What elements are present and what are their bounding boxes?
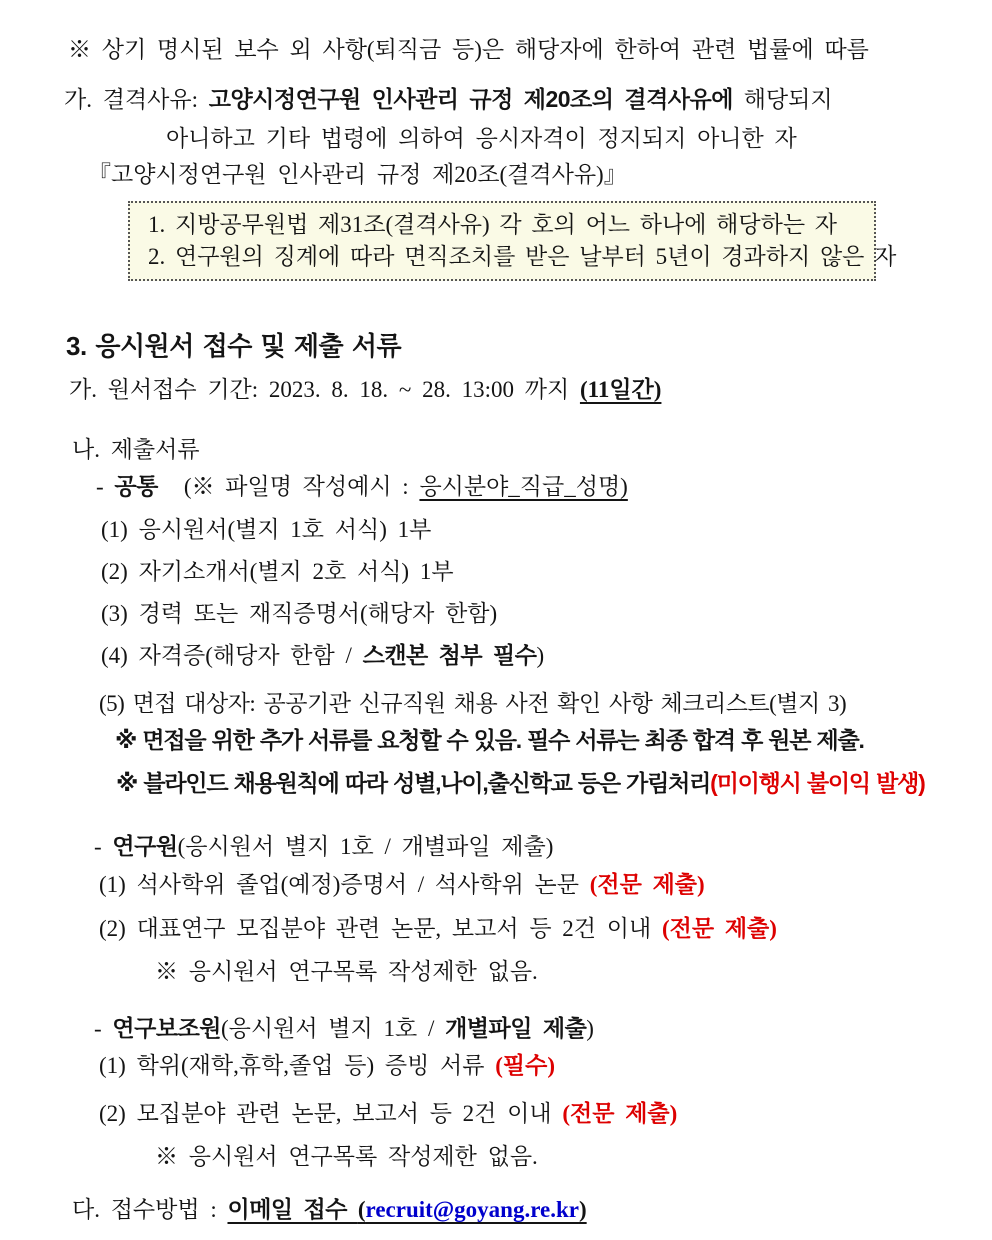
researcher-name: 연구원: [112, 833, 178, 859]
section-3-title: [66, 331, 401, 362]
common-dash: -: [96, 474, 115, 499]
common-item-1-text: (1) 응시원서(별지 1호 서식) 1부: [101, 517, 432, 542]
assistant-note-text: ※ 응시원서 연구목록 작성제한 없음.: [155, 1144, 538, 1169]
assistant-dash: -: [94, 1016, 113, 1041]
assistant-item-2-text: (2) 모집분야 관련 논문, 보고서 등 2건 이내: [99, 1101, 563, 1126]
rule-box-item-1: 1. 지방공무원법 제31조(결격사유) 각 호의 어느 하나에 해당하는 자: [148, 212, 838, 237]
researcher-item-1-text: (1) 석사학위 졸업(예정)증명서 / 석사학위 논문: [99, 872, 590, 897]
common-item-4-suffix: ): [536, 643, 545, 668]
common-item-3: [101, 600, 497, 628]
researcher-note-text: ※ 응시원서 연구목록 작성제한 없음.: [155, 959, 538, 984]
disqualification-line-2: [166, 125, 797, 153]
researcher-dash: -: [94, 834, 113, 859]
note-blind-warning: (미이행시 불이익 발생): [710, 770, 925, 796]
email-open-paren: (: [357, 1197, 366, 1222]
rule-title-text: 『고양시정연구원 인사관리 규정 제20조(결격사유)』: [88, 162, 627, 187]
researcher-header: [94, 833, 553, 861]
common-item-2-text: (2) 자기소개서(별지 2호 서식) 1부: [101, 559, 454, 584]
assistant-item-1: [99, 1052, 555, 1080]
rule-title-line: [88, 161, 627, 189]
application-period-line: [69, 376, 661, 404]
filename-example: 응시분야_직급_성명): [419, 474, 628, 499]
filename-note-prefix: (※ 파일명 작성예시 :: [183, 474, 420, 499]
disqualification-tail: 해당되지: [732, 87, 833, 112]
email-submission-label: 이메일 접수: [227, 1196, 358, 1222]
researcher-note: [155, 958, 538, 986]
common-docs-header: [96, 473, 628, 501]
common-item-3-text: (3) 경력 또는 재직증명서(해당자 한함): [101, 601, 498, 626]
submit-documents-label: [72, 436, 200, 464]
common-item-4-prefix: (4) 자격증(해당자 한함 /: [101, 643, 363, 668]
application-period-days: (11일간): [579, 377, 662, 402]
recruitment-email-link[interactable]: recruit@goyang.re.kr: [365, 1197, 579, 1222]
note-blind-recruitment: [116, 770, 925, 798]
salary-note-text: ※ 상기 명시된 보수 외 사항(퇴직금 등)은 해당자에 한하여 관련 법률에 따름: [68, 37, 869, 62]
assistant-item-2-fulltext-required: (전문 제출): [562, 1101, 678, 1126]
assistant-paren-prefix: (응시원서 별지 1호 /: [221, 1016, 446, 1041]
researcher-item-1-fulltext-required: (전문 제출): [589, 872, 705, 897]
assistant-item-1-text: (1) 학위(재학,휴학,졸업 등) 증빙 서류: [99, 1053, 496, 1078]
application-method-line: [72, 1196, 587, 1224]
researcher-item-2: [99, 915, 777, 943]
disqualification-label: 가. 결격사유:: [64, 87, 209, 112]
disqualification-line-1: [64, 86, 833, 114]
common-item-4-bold: 스캔본 첨부 필수: [362, 642, 537, 668]
assistant-note: [155, 1143, 538, 1171]
assistant-item-1-required: (필수): [495, 1053, 555, 1078]
assistant-paren-suffix: ): [586, 1016, 594, 1041]
researcher-item-2-fulltext-required: (전문 제출): [661, 916, 777, 941]
section-3-title-text: 3. 응시원서 접수 및 제출 서류: [66, 331, 402, 361]
note-blind-text: ※ 블라인드 채용원칙에 따라 성별,나이,출신학교 등은 가림처리: [116, 770, 711, 796]
common-item-2: [101, 558, 454, 586]
disqualification-emphasis: 고양시정연구원 인사관리 규정 제20조의 결격사유에: [208, 86, 733, 112]
salary-note-line: [68, 36, 869, 64]
rule-box-item-2: 2. 연구원의 징계에 따라 면직조치를 받은 날부터 5년이 경과하지 않은 자: [148, 244, 897, 269]
note-extra-docs: [115, 727, 864, 755]
researcher-item-2-text: (2) 대표연구 모집분야 관련 논문, 보고서 등 2건 이내: [99, 916, 662, 941]
submit-documents-text: 나. 제출서류: [72, 437, 200, 462]
common-name: 공통: [114, 473, 158, 499]
common-item-5-text: (5) 면접 대상자: 공공기관 신규직원 채용 사전 확인 사항 체크리스트(별지 3): [99, 691, 847, 716]
application-method-underline-group: [227, 1197, 586, 1222]
assistant-paren-bold: 개별파일 제출: [445, 1015, 587, 1041]
assistant-name: 연구보조원: [112, 1015, 222, 1041]
common-item-5: [99, 690, 846, 718]
rule-box: [128, 201, 897, 281]
researcher-item-1: [99, 871, 705, 899]
application-period-text: 가. 원서접수 기간: 2023. 8. 18. ~ 28. 13:00 까지: [69, 377, 580, 402]
common-item-4: [101, 642, 544, 670]
researcher-paren: (응시원서 별지 1호 / 개별파일 제출): [177, 834, 554, 859]
note-extra-docs-text: ※ 면접을 위한 추가 서류를 요청할 수 있음. 필수 서류는 최종 합격 후 원본 제출.: [115, 727, 864, 753]
email-close-paren: ): [578, 1197, 587, 1222]
disqualification-line-2-text: 아니하고 기타 법령에 의하여 응시자격이 정지되지 아니한 자: [166, 126, 797, 151]
common-item-1: [101, 516, 431, 544]
assistant-item-2: [99, 1100, 677, 1128]
application-method-label: 다. 접수방법 :: [72, 1197, 228, 1222]
assistant-header: [94, 1015, 594, 1043]
